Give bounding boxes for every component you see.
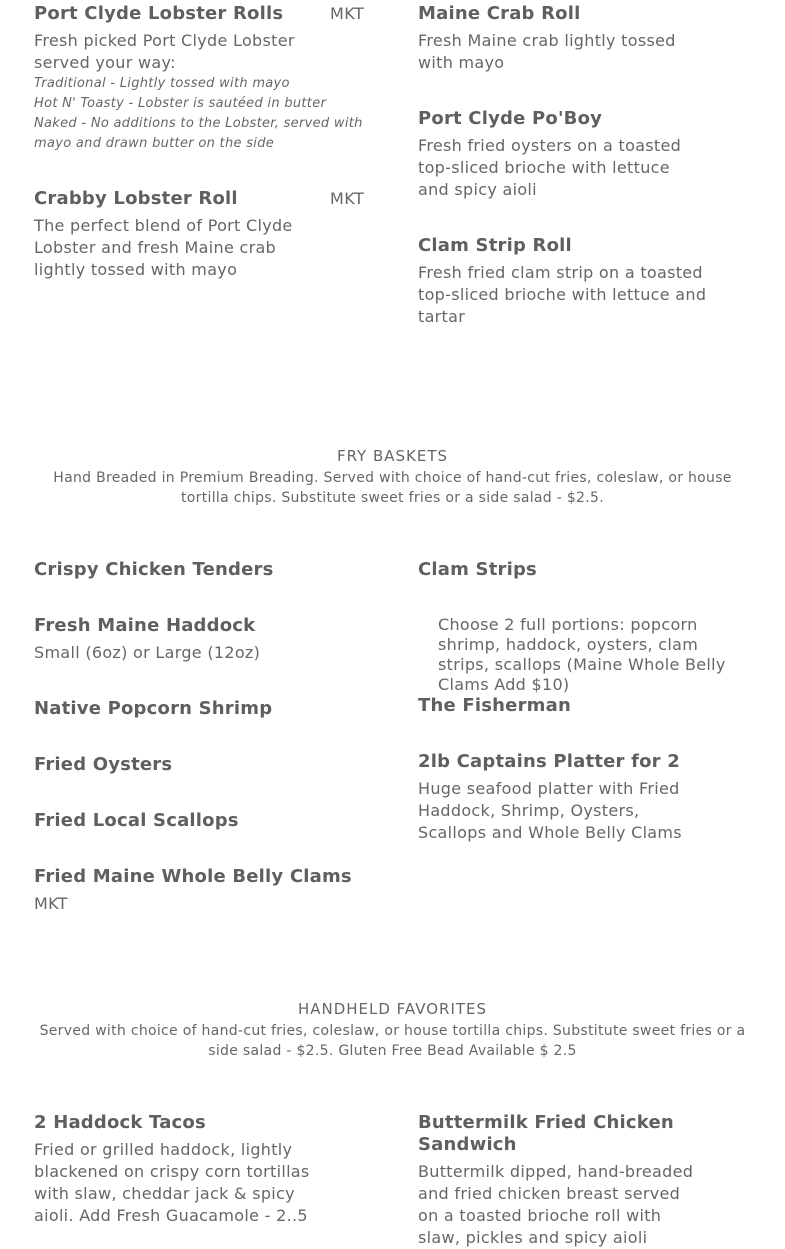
- item-desc-crabby-lobster-roll: The perfect blend of Port Clyde Lobster and fresh Maine crab lightly tossed with mayo: [34, 216, 293, 279]
- item-desc-the-fisherman: Choose 2 full portions: popcorn shrimp, haddock, oysters, clam strips, scallops (Maine Whole Belly Clams Add $10): [438, 615, 726, 694]
- item-title-buttermilk-fried-chicken-sandwich: Buttermilk Fried Chicken Sandwich: [418, 1112, 674, 1155]
- item-price-crabby-lobster-roll: MKT: [330, 189, 365, 208]
- item-title-fried-local-scallops: Fried Local Scallops: [34, 810, 239, 831]
- item-title-fried-maine-whole-belly-clams: Fried Maine Whole Belly Clams: [34, 866, 352, 887]
- item-desc-haddock-tacos: Fried or grilled haddock, lightly blackened on crispy corn tortillas with slaw, cheddar jack & spicy aioli. Add Fresh Guacamole - 2..5: [34, 1140, 310, 1225]
- section-title-fry-baskets: FRY BASKETS: [336, 447, 449, 465]
- section-note-handheld-favorites: Served with choice of hand-cut fries, coleslaw, or house tortilla chips. Substitute sweet fries or a side salad - $2.5. Gluten Free Bead Available $ 2.5: [39, 1023, 746, 1059]
- item-title-port-clyde-poboy: Port Clyde Po'Boy: [418, 108, 603, 129]
- item-title-maine-crab-roll: Maine Crab Roll: [418, 3, 581, 24]
- item-title-haddock-tacos: 2 Haddock Tacos: [34, 1112, 206, 1133]
- item-title-the-fisherman: The Fisherman: [418, 695, 571, 716]
- item-title-port-clyde-lobster-rolls: Port Clyde Lobster Rolls: [34, 3, 284, 24]
- item-title-native-popcorn-shrimp: Native Popcorn Shrimp: [34, 698, 273, 719]
- item-desc-port-clyde-lobster-rolls: Fresh picked Port Clyde Lobster served your way:: [34, 31, 295, 72]
- item-desc-fresh-maine-haddock: Small (6oz) or Large (12oz): [34, 643, 261, 662]
- item-desc-fried-maine-whole-belly-clams: MKT: [34, 894, 68, 913]
- lobster-option-hot-n-toasty: Hot N' Toasty - Lobster is sautéed in butter: [34, 96, 327, 111]
- item-price-port-clyde-lobster-rolls: MKT: [330, 4, 365, 23]
- item-title-crabby-lobster-roll: Crabby Lobster Roll: [34, 188, 238, 209]
- item-title-fried-oysters: Fried Oysters: [34, 754, 173, 775]
- item-title-clam-strip-roll: Clam Strip Roll: [418, 235, 572, 256]
- item-desc-maine-crab-roll: Fresh Maine crab lightly tossed with mayo: [418, 31, 676, 72]
- lobster-option-naked: Naked - No additions to the Lobster, served with mayo and drawn butter on the side: [34, 116, 363, 151]
- item-title-clam-strips: Clam Strips: [418, 559, 537, 580]
- item-title-crispy-chicken-tenders: Crispy Chicken Tenders: [34, 559, 274, 580]
- section-title-handheld-favorites: HANDHELD FAVORITES: [297, 1000, 488, 1018]
- item-title-fresh-maine-haddock: Fresh Maine Haddock: [34, 615, 256, 636]
- lobster-option-traditional: Traditional - Lightly tossed with mayo: [34, 76, 290, 91]
- item-desc-captains-platter: Huge seafood platter with Fried Haddock, Shrimp, Oysters, Scallops and Whole Belly Clams: [418, 779, 682, 842]
- section-note-fry-baskets: Hand Breaded in Premium Breading. Served with choice of hand-cut fries, coleslaw, or house tortilla chips. Substitute sweet fries or a side salad - $2.5.: [53, 470, 732, 506]
- item-desc-buttermilk-fried-chicken-sandwich: Buttermilk dipped, hand-breaded and fried chicken breast served on a toasted brioche roll with slaw, pickles and spicy aioli: [418, 1162, 694, 1247]
- item-desc-clam-strip-roll: Fresh fried clam strip on a toasted top-sliced brioche with lettuce and tartar: [418, 263, 707, 326]
- item-title-captains-platter: 2lb Captains Platter for 2: [418, 751, 680, 772]
- item-desc-port-clyde-poboy: Fresh fried oysters on a toasted top-sliced brioche with lettuce and spicy aioli: [418, 136, 682, 199]
